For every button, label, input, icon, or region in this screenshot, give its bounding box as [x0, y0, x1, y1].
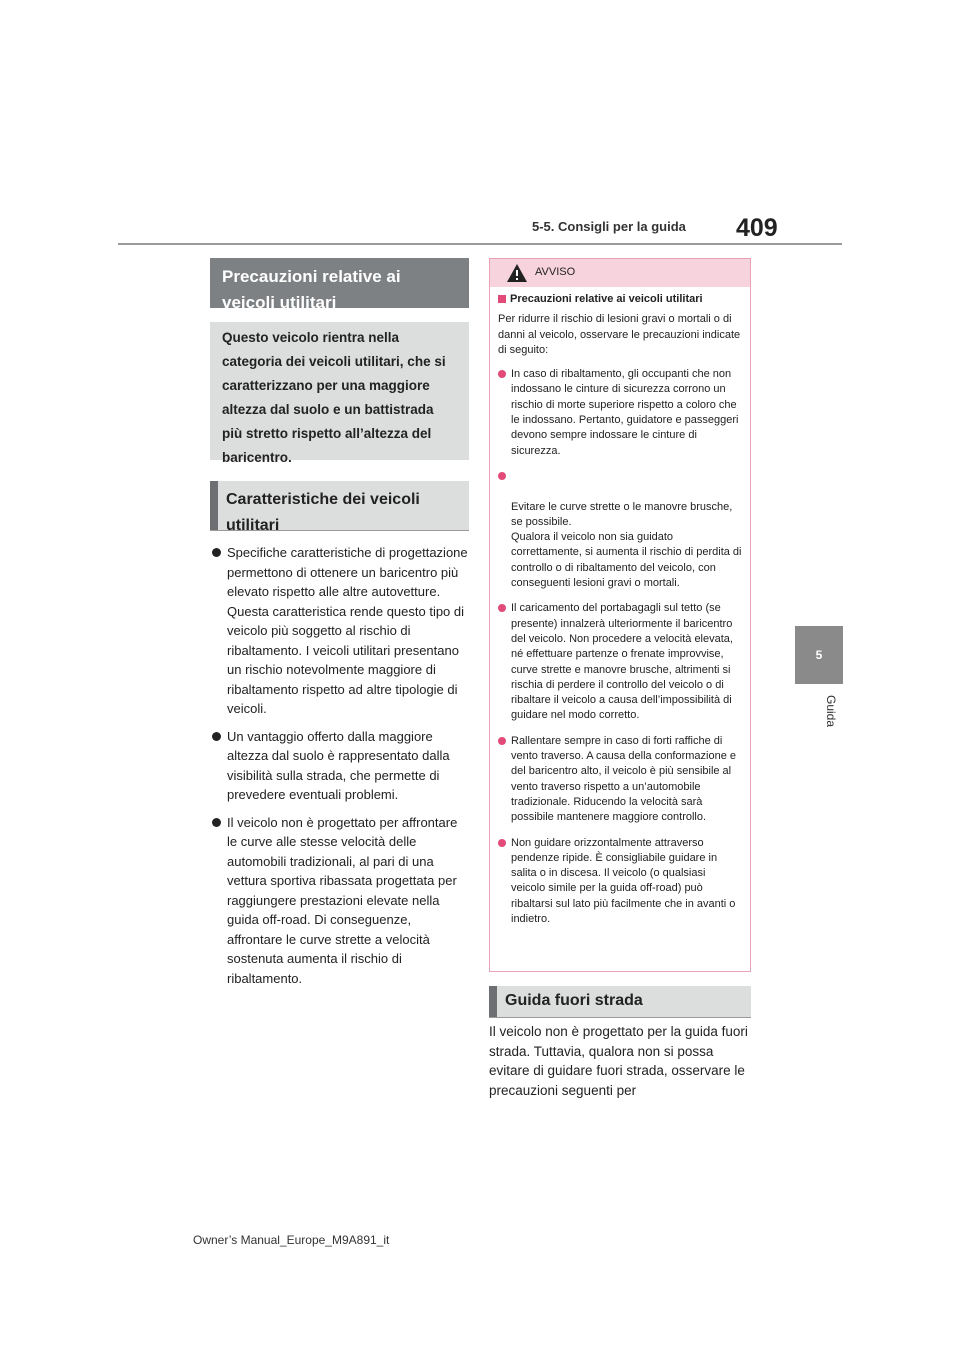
bullet-dot-icon [212, 732, 221, 741]
square-bullet-icon [498, 295, 506, 303]
warning-triangle-icon [506, 263, 528, 283]
offroad-text: Il veicolo non è progettato per la guida fuori strada. Tuttavia, qualora non si possa evitare di guidare fuori strada, osservare le precauzioni seguenti per [489, 1024, 748, 1098]
pink-bullet-icon [498, 839, 506, 847]
section-title: 5-5. Consigli per la guida [532, 219, 686, 234]
intro-box: Questo veicolo rientra nella categoria dei veicoli utilitari, che si caratterizzano per una maggiore altezza dal suolo e un battistrada più stretto rispetto all’altezza del baricentro. [210, 322, 469, 460]
warning-intro: Per ridurre il rischio di lesioni gravi o mortali o di danni al veicolo, osservare le precauzioni indicate di seguito: [498, 313, 741, 356]
warning-item-text: Rallentare sempre in caso di forti raffiche di vento traverso. A causa della conformazione e del baricentro alto, il veicolo è più sensibile al vento traverso rispetto a un’automobile tradizionale. Riducendo la velocità sarà possibile mantenere maggiore controllo. [511, 734, 737, 824]
warning-item-text: Non guidare orizzontalmente attraverso pendenze ripide. È consigliabile guidare in salita o in discesa. Il veicolo (o qualsiasi veicolo simile per la guida off-road) può ribaltarsi sul lato più facilmente che in avanti o indietro. [511, 836, 736, 925]
bullet-dot-icon [212, 548, 221, 557]
warning-item-text: In caso di ribaltamento, gli occupanti che non indossano le cinture di sicurezza corrono un rischio di morte superiore rispetto a coloro che le indossano. Pertanto, guidatore e passeggeri devono sempre indossare le cinture di sicurezza. [511, 368, 739, 457]
caratteristiche-header-text: Caratteristiche dei veicoli utilitari [226, 491, 420, 534]
warning-title-bar [490, 259, 750, 287]
warning-subheading-text: Precauzioni relative ai veicoli utilitari [510, 293, 703, 305]
warning-item [498, 734, 742, 826]
chapter-label-text: Guida [824, 695, 838, 728]
list-item-text: Un vantaggio offerto dalla maggiore altezza dal suolo è rappresentato dalla visibilità sulla strada, che permette di prevedere eventuali problemi. [227, 728, 450, 802]
footer-manual-id: Owner’s Manual_Europe_M9A891_it [193, 1233, 390, 1247]
warning-box [489, 258, 751, 972]
caratteristiche-header [210, 481, 469, 534]
offroad-header-text: Guida fuori strada [505, 992, 643, 1009]
characteristics-list [210, 543, 470, 996]
list-item [210, 813, 470, 989]
pink-bullet-icon [498, 737, 506, 745]
list-item [210, 543, 470, 719]
list-item-text: Il veicolo non è progettato per affrontare le curve alle stesse velocità delle automobili tradizionali, al pari di una vettura sportiva ribassata progettata per raggiungere prestazioni elevate nella guida off-road. Di conseguenze, affrontare le curve strette a velocità sostenuta aumenta il rischio di ribaltamento. [227, 814, 458, 986]
page-number: 409 [736, 214, 778, 242]
warning-item-text: Evitare le curve strette o le manovre brusche, se possibile. Qualora il veicolo non sia guidato correttamente, si aumenta il rischio di perdita di controllo o di ribaltamento del veicolo, con conseguenti lesioni gravi o mortali. [511, 500, 742, 590]
list-item [210, 727, 470, 805]
warning-title: AVVISO [535, 266, 576, 278]
chapter-tab[interactable]: 5 [795, 626, 843, 684]
list-item-text: Specifiche caratteristiche di progettazione permettono di ottenere un baricentro più elevato rispetto alle altre autovetture. Questa caratteristica rende questo tipo di veicolo più soggetto al rischio di ribaltamento. I veicoli utilitari presentano un rischio notevolmente maggiore di ribaltamento rispetto ad altre tipologie di veicoli. [227, 545, 468, 716]
warning-item [498, 601, 742, 723]
precauzioni-header: Precauzioni relative ai veicoli utilitari [210, 258, 469, 308]
warning-subheading [498, 292, 742, 307]
bullet-dot-icon [212, 818, 221, 827]
header-rule [118, 243, 842, 245]
warning-item [498, 469, 742, 591]
warning-item-text: Il caricamento del portabagagli sul tetto (se presente) innalzerà ulteriormente il baricentro del veicolo. Non procedere a velocità elevata, né effettuare partenze o frenate improvvise, curve strette e manovre brusche, altrimenti si rischia di perdere il controllo del veicolo o di ribaltare il veicolo a causa dell’impossibilità di guidare nel modo corretto. [511, 602, 733, 722]
pink-bullet-icon [498, 472, 506, 480]
warning-content [498, 292, 742, 937]
pink-bullet-icon [498, 370, 506, 378]
warning-item [498, 367, 742, 459]
warning-item [498, 836, 742, 928]
pink-bullet-icon [498, 604, 506, 612]
offroad-header [489, 986, 751, 1018]
